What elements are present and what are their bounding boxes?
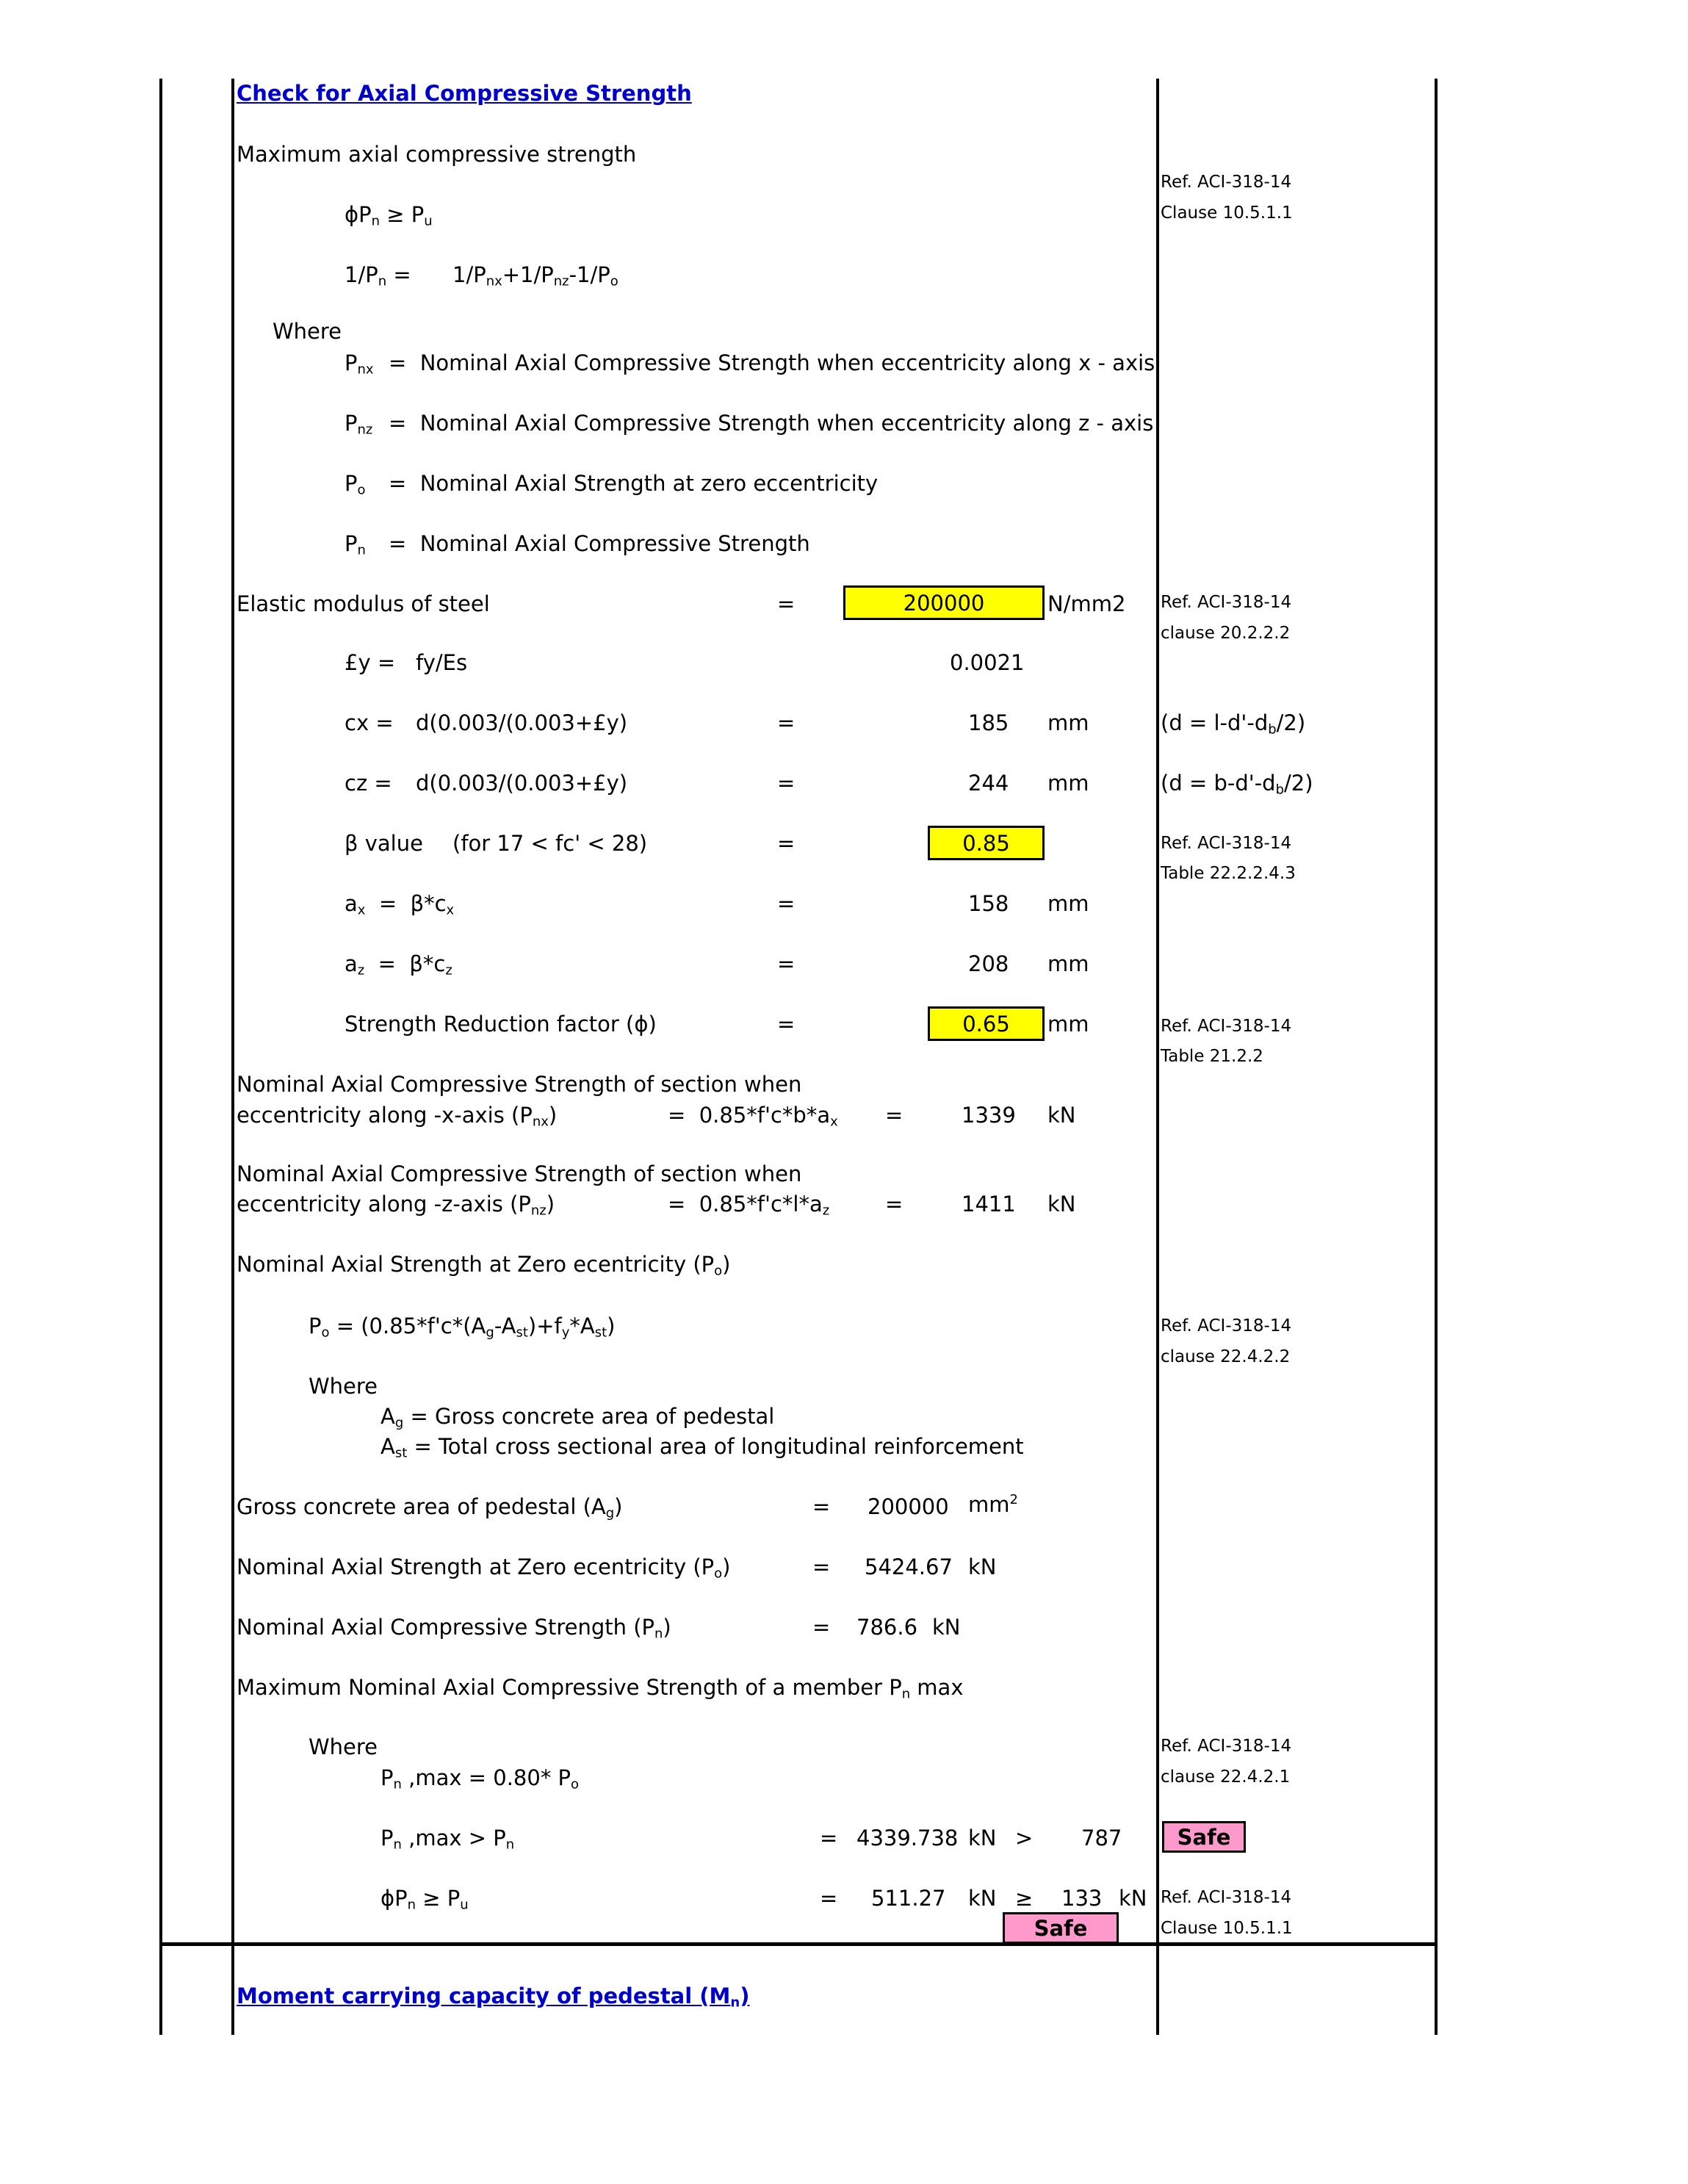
- def-po-symbol: $P_o$: [345, 471, 366, 498]
- beta-input[interactable]: 0.85: [928, 826, 1045, 860]
- cx-value: 185: [968, 710, 1009, 735]
- frame-ref-divider: [1156, 79, 1159, 2035]
- ref-label: Ref. ACI-318-14: [1161, 593, 1292, 612]
- ref-clause: clause 20.2.2.2: [1161, 624, 1291, 643]
- cx-rhs: d(0.003/(0.003+£y): [416, 710, 628, 735]
- pnx-value: 1339: [962, 1103, 1016, 1128]
- po-unit: kN: [968, 1554, 997, 1579]
- def-po-text: = Nominal Axial Strength at zero eccentricity: [389, 471, 879, 496]
- phi-input[interactable]: 0.65: [928, 1006, 1045, 1041]
- def-pn-text: = Nominal Axial Compressive Strength: [389, 531, 810, 556]
- def-pnx-text: = Nominal Axial Compressive Strength when eccentricity along x - axis: [389, 350, 1155, 375]
- where-label: Where: [309, 1374, 378, 1399]
- section-heading[interactable]: Check for Axial Compressive Strength: [237, 81, 692, 106]
- cz-value: 244: [968, 771, 1009, 796]
- phi-label: Strength Reduction factor (ϕ): [345, 1012, 657, 1037]
- pnz-unit: kN: [1047, 1192, 1076, 1217]
- ax-lhs: $a_x = \beta*c_x$: [345, 891, 455, 918]
- es-label: Elastic modulus of steel: [237, 591, 490, 616]
- def-pn-symbol: $P_n$: [345, 531, 366, 558]
- ref-label: Ref. ACI-318-14: [1161, 173, 1292, 192]
- beta-condition: (for 17 < fc' < 28): [452, 831, 648, 856]
- cx-note: $(d = l-d'-d_b/2)$: [1161, 710, 1306, 738]
- po-title: Nominal Axial Strength at Zero ecentricity $(P_o)$: [237, 1252, 731, 1279]
- po-equation: $P_o = (0.85*f'c*(A_g-A_{st})+f_y*A_{st})$: [309, 1313, 616, 1341]
- pn-unit: kN: [932, 1615, 961, 1640]
- ax-value: 158: [968, 891, 1009, 916]
- pnmax-check-value: 4339.738: [856, 1826, 959, 1850]
- pnx-equals: =: [885, 1103, 903, 1128]
- ey-value: 0.0021: [950, 650, 1025, 675]
- pnx-line1: Nominal Axial Compressive Strength of section when: [237, 1072, 802, 1097]
- pnx-line2: eccentricity along -x-axis $(P_{nx})$: [237, 1103, 558, 1130]
- phipn-safe-badge: Safe: [1003, 1912, 1119, 1944]
- pnx-formula: = $0.85*f'c*b*a_x$: [668, 1103, 838, 1130]
- beta-lhs: β value: [345, 831, 423, 856]
- es-unit: N/mm2: [1047, 591, 1126, 616]
- frame-right-outer: [1435, 79, 1438, 2035]
- ag-definition: $A_g$ = Gross concrete area of pedestal: [380, 1404, 775, 1431]
- es-input[interactable]: 200000: [843, 585, 1045, 620]
- ag-equals: =: [812, 1494, 831, 1519]
- cz-lhs: cz =: [345, 771, 392, 796]
- pn-equals: =: [812, 1615, 831, 1640]
- pnx-unit: kN: [1047, 1103, 1076, 1128]
- equation-inverse-pn-lhs: $1/P_n$ =: [345, 262, 411, 289]
- cx-lhs: cx =: [345, 710, 394, 735]
- pnmax-check-operator: >: [1015, 1826, 1034, 1850]
- ref-label: Ref. ACI-318-14: [1161, 1888, 1292, 1907]
- ag-unit: $mm^2$: [968, 1492, 1018, 1517]
- phipn-check-unit: kN: [968, 1886, 997, 1911]
- phipn-check-lhs: $\phi P_n \ge P_u$: [380, 1886, 469, 1913]
- cz-note: $(d = b-d'-d_b/2)$: [1161, 771, 1313, 798]
- ax-unit: mm: [1047, 891, 1089, 916]
- az-lhs: $a_z = \beta*c_z$: [345, 951, 452, 979]
- pnmax-check-equals: =: [820, 1826, 838, 1850]
- where-label: Where: [309, 1734, 378, 1759]
- cx-unit: mm: [1047, 710, 1089, 735]
- where-label: Where: [273, 319, 342, 344]
- pnmax-check-lhs: $P_n$ $,\max > P_n$: [380, 1826, 515, 1853]
- ref-label: Ref. ACI-318-14: [1161, 834, 1292, 853]
- equation-inverse-pn-rhs: $1/P_{nx}+1/P_{nz}-1/P_o$: [452, 262, 618, 289]
- po-label: Nominal Axial Strength at Zero ecentricity $(P_o)$: [237, 1554, 731, 1582]
- ref-clause: clause 22.4.2.2: [1161, 1347, 1291, 1366]
- pnz-line1: Nominal Axial Compressive Strength of section when: [237, 1161, 802, 1186]
- ref-label: Ref. ACI-318-14: [1161, 1737, 1292, 1756]
- ref-clause: clause 22.4.2.1: [1161, 1767, 1291, 1787]
- po-value: 5424.67: [865, 1554, 953, 1579]
- po-equals: =: [812, 1554, 831, 1579]
- ast-definition: $A_{st}$ = Total cross sectional area of longitudinal reinforcement: [380, 1434, 1024, 1461]
- pnz-value: 1411: [962, 1192, 1016, 1217]
- frame-left-inner: [231, 79, 234, 2035]
- ey-lhs: £y =: [345, 650, 396, 675]
- cz-unit: mm: [1047, 771, 1089, 796]
- pnz-line2: eccentricity along -z-axis $(P_{nz})$: [237, 1192, 555, 1219]
- ey-rhs: fy/Es: [416, 650, 468, 675]
- phipn-check-equals: =: [820, 1886, 838, 1911]
- frame-left-outer: [159, 79, 162, 2035]
- phipn-check-unit2: kN: [1119, 1886, 1147, 1911]
- ag-label: Gross concrete area of pedestal $(A_g)$: [237, 1494, 623, 1521]
- cz-equals: =: [777, 771, 796, 796]
- ref-clause: Table 21.2.2: [1161, 1047, 1263, 1066]
- def-pnx-symbol: $P_{nx}$: [345, 350, 374, 378]
- ref-label: Ref. ACI-318-14: [1161, 1316, 1292, 1336]
- pnmax-safe-badge: Safe: [1162, 1821, 1246, 1853]
- phipn-check-value: 511.27: [871, 1886, 946, 1911]
- pnmax-title: Maximum Nominal Axial Compressive Strength of a member $P_n$ max: [237, 1675, 964, 1702]
- ref-label: Ref. ACI-318-14: [1161, 1017, 1292, 1036]
- cz-rhs: d(0.003/(0.003+£y): [416, 771, 628, 796]
- ref-clause: Clause 10.5.1.1: [1161, 203, 1293, 223]
- pnz-equals: =: [885, 1192, 903, 1217]
- az-value: 208: [968, 951, 1009, 976]
- pn-value: 786.6: [856, 1615, 918, 1640]
- condition-phipn: $\phi P_n \ge P_u$: [345, 202, 433, 229]
- pnz-formula: = $0.85*f'c*l*a_z$: [668, 1192, 830, 1219]
- pn-label: Nominal Axial Compressive Strength $(P_n)$: [237, 1615, 671, 1642]
- es-equals: =: [777, 591, 796, 616]
- phipn-check-operator: ≥: [1015, 1886, 1034, 1911]
- ref-clause: Clause 10.5.1.1: [1161, 1919, 1293, 1938]
- moment-heading[interactable]: Moment carrying capacity of pedestal $(M_n)$: [237, 1983, 750, 2011]
- pnmax-equation: $P_n$ ,max = 0.80* $P_o$: [380, 1765, 580, 1792]
- az-unit: mm: [1047, 951, 1089, 976]
- section-divider: [159, 1942, 1438, 1946]
- pnmax-check-unit: kN: [968, 1826, 997, 1850]
- phi-equals: =: [777, 1012, 796, 1037]
- def-pnz-text: = Nominal Axial Compressive Strength when eccentricity along z - axis: [389, 411, 1154, 436]
- beta-equals: =: [777, 831, 796, 856]
- ag-value: 200000: [868, 1494, 949, 1519]
- max-axial-label: Maximum axial compressive strength: [237, 142, 637, 167]
- def-pnz-symbol: $P_{nz}$: [345, 411, 373, 438]
- az-equals: =: [777, 951, 796, 976]
- phipn-check-rhs: 133: [1061, 1886, 1103, 1911]
- ref-clause: Table 22.2.2.4.3: [1161, 864, 1296, 883]
- phi-unit: mm: [1047, 1012, 1089, 1037]
- ax-equals: =: [777, 891, 796, 916]
- pnmax-check-rhs: 787: [1081, 1826, 1122, 1850]
- cx-equals: =: [777, 710, 796, 735]
